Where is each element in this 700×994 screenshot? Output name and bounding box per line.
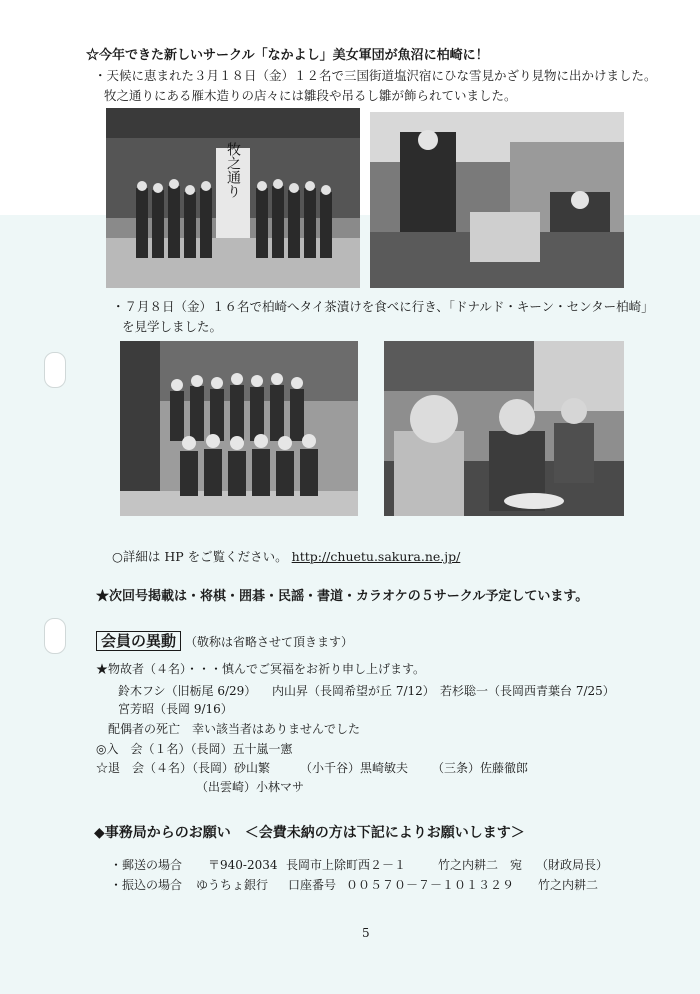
detail-line: [112, 547, 460, 565]
transfer-bank: ゆうちょ銀行: [196, 878, 269, 892]
mail-role: （財政局長）: [536, 858, 609, 872]
members-title-note: （敬称は省略させて頂きます）: [185, 635, 354, 649]
photo-hina-dolls-shop: [370, 112, 624, 288]
mail-postal: 〒940-2034: [208, 858, 278, 872]
deceased-name-1: 鈴木フシ（旧栃尾 6/29）: [118, 684, 257, 698]
leave-name-3: （三条）佐藤徹郎: [432, 761, 529, 775]
next-issue-note: ★次回号掲載は・将棋・囲碁・民謡・書道・カラオケの５サークル予定しています。: [96, 589, 589, 604]
page-number: 5: [362, 926, 370, 940]
punch-hole: [44, 618, 66, 654]
deceased-header: ★物故者（４名）・・・慎んでご冥福をお祈り申し上げます。: [96, 662, 426, 676]
spouse-line: 配偶者の死亡 幸い該当者はありませんでした: [108, 722, 361, 736]
transfer-account-label: 口座番号: [288, 878, 337, 892]
detail-prefix: ○詳細は HP をご覧ください。: [112, 549, 288, 564]
leave-name-2: （小千谷）黒崎敏夫: [300, 761, 409, 775]
members-title: 会員の異動: [96, 631, 181, 651]
photo-shioizawa-group: [106, 108, 360, 288]
transfer-label: ・振込の場合: [110, 878, 183, 892]
mail-label: ・郵送の場合: [110, 858, 183, 872]
trip2-line2: を見学しました。: [122, 319, 223, 334]
leave-name-4: （出雲崎）小林マサ: [196, 780, 305, 794]
members-title-row: [96, 630, 353, 651]
transfer-account: ００５７０－７－１０１３２９: [346, 878, 515, 892]
club-heading: ☆今年できた新しいサークル「なかよし」美女軍団が魚沼に柏崎に！: [86, 48, 489, 63]
trip1-line2: 牧之通りにある雁木造りの店々には雛段や吊るし雛が飾られていました。: [104, 88, 517, 103]
photo-tai-chazuke-meal: [384, 341, 624, 516]
trip1-line1: ・天候に恵まれた３月１８日（金）１２名で三国街道塩沢宿にひな雪見かざり見物に出かけました。: [94, 68, 657, 83]
leave-name-1: ☆退 会（４名）（長岡）砂山繁: [96, 761, 271, 775]
sign-text: 牧之通り: [225, 142, 241, 198]
trip2-line1: ・７月８日（金）１６名で柏崎へタイ茶漬けを食べに行き、「ドナルド・キーン・センター柏崎」: [112, 299, 654, 314]
deceased-name-2: 内山昇（長岡希望が丘 7/12）: [272, 684, 435, 698]
photo-kashiwazaki-group: [120, 341, 358, 516]
deceased-name-4: 宮芳昭（長岡 9/16）: [118, 702, 233, 716]
mail-address: 長岡市上除町西２－１: [286, 858, 407, 872]
deceased-name-3: 若杉聡一（長岡西青葉台 7/25）: [440, 684, 615, 698]
join-line: ◎入 会（１名）（長岡）五十嵐一憲: [96, 742, 293, 756]
homepage-link[interactable]: http://chuetu.sakura.ne.jp/: [291, 549, 461, 564]
punch-hole: [44, 352, 66, 388]
mail-name: 竹之内耕二 宛: [438, 858, 523, 872]
office-heading: ◆事務局からのお願い ＜会費未納の方は下記によりお願いします＞: [94, 825, 525, 841]
transfer-name: 竹之内耕二: [538, 878, 599, 892]
